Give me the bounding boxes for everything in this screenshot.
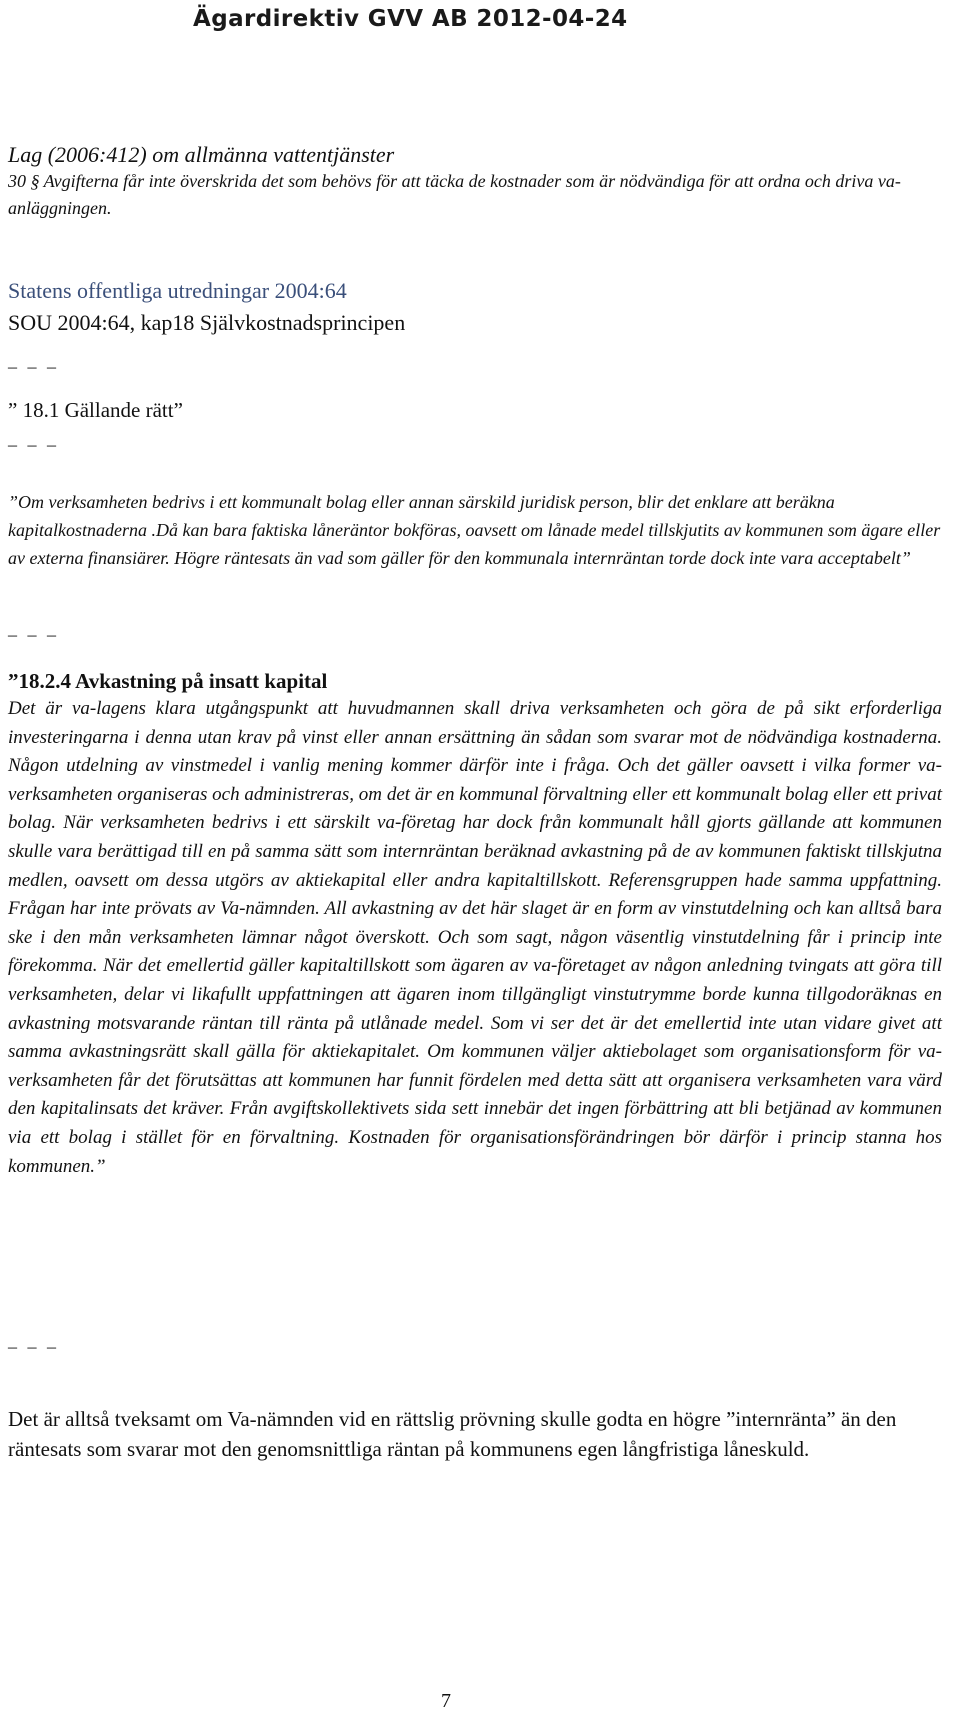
section-body-18-2-4: Det är va-lagens klara utgångspunkt att huvudmannen skall driva verksamheten och göra de på sikt erforderliga investeringarna i denna utan krav på vinst eller annan ersättning än sådan som svarar mot de nödvändiga kostnaderna. Någon utdelning av vinstmedel i vanlig mening kommer därför inte i fråga. Och det gäller oavsett i vilka former va-verksamheten organiseras och administreras, om det är en kommunal förvaltning eller ett kommunalt bolag eller ett privat bolag. När verksamheten bedrivs i ett särskilt va-företag har dock från kommunalt håll gjorts gällande att kommunen skulle vara berättigad till en på samma sätt som internräntan beräknad avkastning på de av kommunen faktiskt tillskjutna medlen, oavsett om dessa utgörs av aktiekapital eller andra kapitaltillskott. Referensgruppen hade samma uppfattning. Frågan har inte prövats av Va-nämnden. All avkastning av det här slaget är en form av vinstutdelning och kan alltså bara ske i den mån verksamheten lämnar något överskott. Och som sagt, någon väsentlig vinstutdelning får i princip inte förekomma. När det emellertid gäller kapitaltillskott som ägaren av va-företaget av någon anledning tvingats att göra till verksamheten, delar vi likafullt uppfattningen att ägaren inom tillgängligt vinstutrymme borde kunna tillgodoräknas en avkastning motsvarande räntan till ränta på utlånade medel. Som vi ser det är det emellertid inte utan vidare givet att samma avkastningsrätt skall gälla för aktiekapitalet. Om kommunen väljer aktiebolaget som organisationsform för va-verksamheten får det förutsättas att kommunen har funnit fördelen med detta sätt att organisera verksamheten vara värd den kapitalinsats det kräver. Från avgiftskollektivets sida sett innebär det ingen förbättring att bli betjänad av kommunen via ett bolag i stället för en förvaltning. Kostnaden för organisationsförändringen bör därför i princip stanna hos kommunen.” — [8, 698, 942, 1177]
page-header-title: Ägardirektiv GVV AB 2012-04-24 — [193, 6, 628, 32]
quote-paragraph-18-1: ”Om verksamheten bedrivs i ett kommunalt bolag eller annan särskild juridisk person, blir det enklare att beräkna kapitalkostnaderna .Då kan bara faktiska låneräntor bokföras, oavsett om lånade medel tillskjutits av kommunen som ägare eller av externa finansiärer. Högre räntesats än vad som gäller för den kommunala internräntan torde dock inte vara acceptabelt” — [8, 492, 941, 568]
law-paragraph: 30 § Avgifterna får inte överskrida det som behövs för att täcka de kostnader som är nödvändiga för att ordna och driva va-anläggningen. — [8, 171, 901, 218]
law-title: Lag (2006:412) om allmänna vattentjänster — [8, 142, 395, 167]
sou-chapter: SOU 2004:64, kap18 Självkostnadsprincipen — [8, 310, 406, 335]
conclusion-paragraph: Det är alltså tveksamt om Va-nämnden vid en rättslig prövning skulle godta en högre ”internränta” än den räntesats som svarar mot den genomsnittliga räntan på kommunens egen långfristiga låneskuld. — [8, 1407, 897, 1461]
sou-title: Statens offentliga utredningar 2004:64 — [8, 278, 347, 303]
page-number: 7 — [441, 1690, 451, 1712]
separator: _ _ _ — [8, 618, 59, 638]
separator: _ _ _ — [8, 1330, 59, 1350]
separator: _ _ _ — [8, 428, 59, 448]
separator: _ _ _ — [8, 350, 59, 370]
section-heading-18-2-4: ”18.2.4 Avkastning på insatt kapital — [8, 669, 328, 693]
section-heading-18-1: ” 18.1 Gällande rätt” — [8, 398, 183, 422]
